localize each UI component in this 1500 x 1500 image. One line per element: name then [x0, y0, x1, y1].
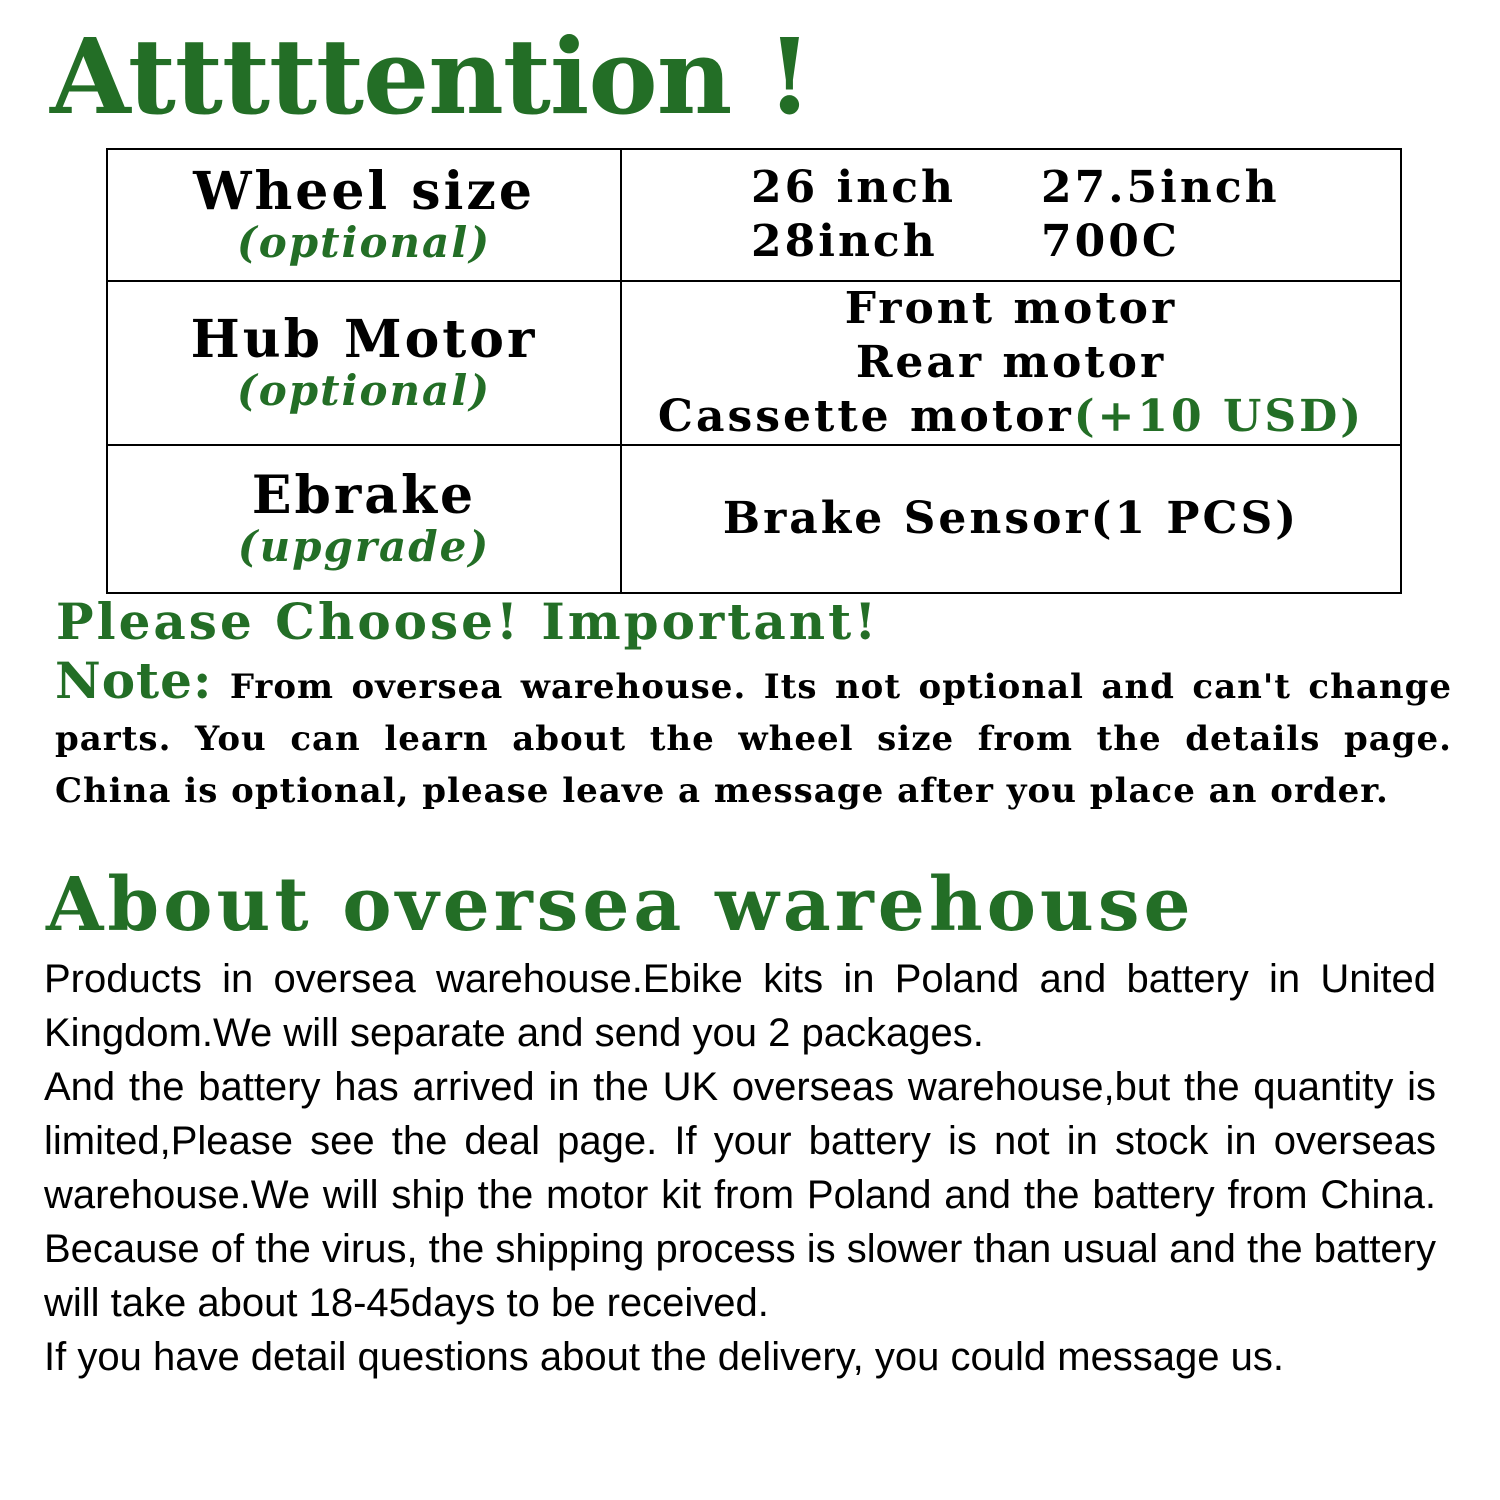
option-name-wheel-size: Wheel size: [193, 161, 535, 222]
about-paragraph: If you have detail questions about the delivery, you could message us.: [44, 1335, 1285, 1379]
about-paragraph: Products in oversea warehouse.Ebike kits in Poland and battery in United Kingdom.We will separate and send you 2 packages.: [44, 957, 1436, 1055]
wheel-size-value: 28inch: [751, 216, 938, 267]
options-table: [106, 148, 1402, 594]
option-name-cell: [107, 445, 621, 593]
option-name-cell: [107, 281, 621, 445]
hub-motor-value: Cassette motor: [657, 391, 1074, 442]
option-qualifier-hub-motor: (optional): [236, 366, 492, 415]
option-name-cell: [107, 149, 621, 281]
about-body: [44, 952, 1436, 1384]
hub-motor-value-line-3: [622, 390, 1400, 444]
option-values-cell: [621, 281, 1401, 445]
headline: Atttttention !: [50, 15, 812, 138]
table-row-hub-motor: [107, 281, 1401, 445]
about-heading: About oversea warehouse: [46, 862, 1195, 948]
table-row-wheel-size: [107, 149, 1401, 281]
wheel-size-values-line-2: [622, 215, 1400, 269]
wheel-size-value: 27.5inch: [1041, 162, 1280, 213]
wheel-size-values-line-1: [622, 161, 1400, 215]
option-values-cell: [621, 149, 1401, 281]
note-paragraph: [55, 651, 1452, 817]
about-paragraph: And the battery has arrived in the UK overseas warehouse,but the quantity is limited,Please see the deal page. If your battery is not in stock in overseas warehouse.We will ship the motor kit from Poland and the battery from China. Because of the virus, the shipping process is slower than usual and the battery will take about 18-45days to be received.: [44, 1065, 1436, 1325]
wheel-size-value: 700C: [1041, 216, 1180, 267]
option-name-ebrake: Ebrake: [251, 465, 477, 526]
option-name-hub-motor: Hub Motor: [190, 309, 538, 370]
surcharge-label: (+10 USD): [1073, 391, 1365, 442]
wheel-size-value: 26 inch: [751, 162, 957, 213]
table-row-ebrake: [107, 445, 1401, 593]
ebrake-value: Brake Sensor(1 PCS): [722, 493, 1300, 544]
option-qualifier-ebrake: (upgrade): [237, 522, 491, 571]
hub-motor-value: Rear motor: [855, 337, 1167, 388]
note-text: From oversea warehouse. Its not optional and can't change parts. You can learn about the wheel size from the details page. China is optional, please leave a message after you place an order.: [55, 667, 1452, 811]
hub-motor-value: Front motor: [844, 283, 1178, 334]
choose-notice: Please Choose! Important!: [56, 592, 880, 651]
option-values-cell: [621, 445, 1401, 593]
note-label: Note:: [55, 651, 213, 710]
option-qualifier-wheel-size: (optional): [236, 218, 492, 267]
